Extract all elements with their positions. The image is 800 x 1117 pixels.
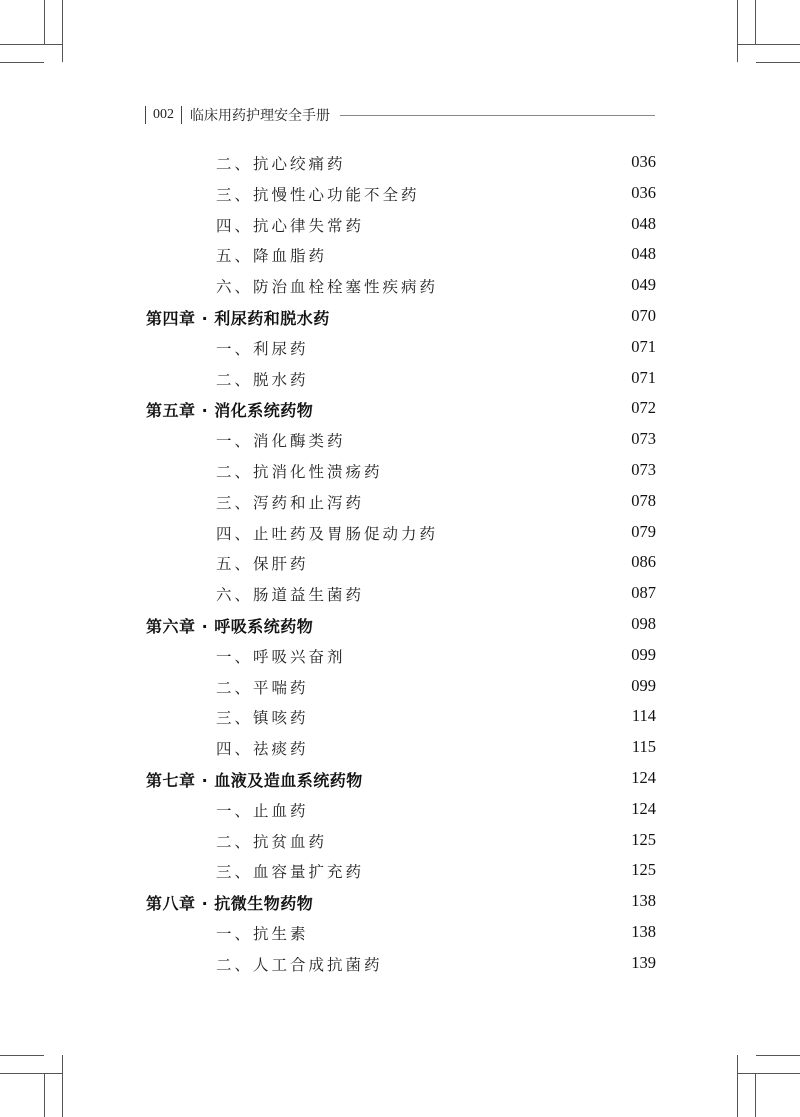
- toc-entry-page-number: 049: [631, 275, 656, 295]
- toc-section-row: [0, 702, 800, 733]
- toc-entry-page-number: 036: [631, 152, 656, 171]
- toc-entry-page-number: 139: [631, 952, 656, 972]
- table-of-contents: [0, 148, 800, 980]
- toc-entry-label: 六、肠道益生菌药: [216, 586, 365, 605]
- crop-mark-top-right-h2: [756, 62, 800, 63]
- toc-entry-label: 二、抗消化性溃疡药: [216, 462, 383, 481]
- toc-section-row: [0, 733, 800, 764]
- toc-entry-label: 四、抗心律失常药: [216, 216, 365, 235]
- toc-section-row: [0, 179, 800, 210]
- crop-mark-bottom-left-h: [0, 1073, 62, 1074]
- toc-entry-page-number: 114: [631, 706, 656, 726]
- header-rule: [340, 115, 655, 116]
- toc-entry-page-number: 072: [631, 398, 656, 418]
- toc-section-row: [0, 672, 800, 703]
- toc-entry-label: 四、止吐药及胃肠促动力药: [216, 524, 439, 543]
- toc-entry-label: 二、脱水药: [216, 370, 309, 389]
- toc-entry-page-number: 071: [631, 367, 656, 387]
- crop-mark-bottom-right-h: [738, 1073, 800, 1074]
- crop-mark-top-left-h: [0, 44, 62, 45]
- toc-section-row: [0, 210, 800, 241]
- toc-entry-label: 一、抗生素: [216, 924, 309, 943]
- toc-entry-label: 第七章 · 血液及造血系统药物: [146, 770, 363, 790]
- toc-entry-page-number: 124: [631, 767, 656, 787]
- toc-section-row: [0, 918, 800, 949]
- crop-mark-bottom-left-v: [62, 1055, 63, 1117]
- toc-section-row: [0, 856, 800, 887]
- crop-mark-top-left-v: [62, 0, 63, 62]
- toc-entry-page-number: 098: [631, 613, 656, 633]
- crop-mark-top-left-v2: [44, 0, 45, 44]
- toc-entry-label: 二、人工合成抗菌药: [216, 955, 383, 974]
- toc-section-row: [0, 425, 800, 456]
- toc-entry-label: 五、降血脂药: [216, 247, 328, 266]
- toc-entry-page-number: 087: [631, 583, 656, 603]
- toc-entry-page-number: 079: [631, 521, 656, 541]
- toc-entry-page-number: 138: [631, 921, 656, 941]
- toc-entry-page-number: 138: [631, 891, 656, 911]
- toc-section-row: [0, 148, 800, 179]
- toc-section-row: [0, 364, 800, 395]
- toc-entry-label: 二、抗心绞痛药: [216, 155, 346, 173]
- toc-entry-page-number: 099: [631, 644, 656, 664]
- book-title: 临床用药护理安全手册: [190, 108, 330, 124]
- toc-entry-page-number: 078: [631, 490, 656, 510]
- toc-section-row: [0, 456, 800, 487]
- toc-entry-label: 二、抗贫血药: [216, 832, 328, 851]
- running-header: [145, 104, 655, 126]
- toc-entry-page-number: 125: [631, 829, 656, 849]
- toc-entry-label: 三、抗慢性心功能不全药: [216, 185, 420, 204]
- crop-mark-top-right-v2: [755, 0, 756, 44]
- toc-chapter-row: [0, 887, 800, 918]
- crop-mark-bottom-left-v2: [44, 1073, 45, 1117]
- toc-chapter-row: [0, 302, 800, 333]
- toc-entry-page-number: 115: [631, 737, 656, 757]
- toc-entry-label: 第六章 · 呼吸系统药物: [146, 616, 314, 636]
- toc-chapter-row: [0, 610, 800, 641]
- toc-entry-label: 六、防治血栓栓塞性疾病药: [216, 278, 439, 297]
- toc-section-row: [0, 518, 800, 549]
- toc-entry-label: 第八章 · 抗微生物药物: [146, 894, 314, 914]
- toc-section-row: [0, 579, 800, 610]
- toc-entry-label: 四、祛痰药: [216, 740, 309, 759]
- toc-section-row: [0, 641, 800, 672]
- crop-mark-bottom-right-v2: [755, 1073, 756, 1117]
- toc-entry-page-number: 099: [631, 675, 656, 695]
- toc-entry-label: 三、镇咳药: [216, 709, 309, 728]
- toc-section-row: [0, 795, 800, 826]
- crop-mark-top-left-h2: [0, 62, 44, 63]
- toc-entry-label: 第五章 · 消化系统药物: [146, 401, 314, 421]
- toc-section-row: [0, 548, 800, 579]
- toc-entry-page-number: 070: [631, 305, 656, 325]
- toc-section-row: [0, 949, 800, 980]
- toc-entry-label: 一、利尿药: [216, 339, 309, 358]
- toc-entry-label: 一、呼吸兴奋剂: [216, 647, 346, 666]
- toc-entry-label: 五、保肝药: [216, 555, 309, 574]
- toc-entry-page-number: 073: [631, 459, 656, 479]
- toc-entry-page-number: 073: [631, 429, 656, 449]
- toc-entry-label: 三、泻药和止泻药: [216, 493, 365, 512]
- toc-section-row: [0, 271, 800, 302]
- toc-entry-page-number: 048: [631, 244, 656, 264]
- toc-entry-page-number: 125: [631, 860, 656, 880]
- toc-entry-label: 一、止血药: [216, 801, 309, 820]
- toc-section-row: [0, 487, 800, 518]
- toc-chapter-row: [0, 394, 800, 425]
- toc-section-row: [0, 240, 800, 271]
- crop-mark-top-right-v: [737, 0, 738, 62]
- crop-mark-bottom-left-h2: [0, 1055, 44, 1056]
- toc-entry-page-number: 086: [631, 552, 656, 572]
- toc-entry-page-number: 048: [631, 213, 656, 233]
- toc-section-row: [0, 826, 800, 857]
- toc-entry-label: 一、消化酶类药: [216, 432, 346, 451]
- crop-mark-bottom-right-v: [737, 1055, 738, 1117]
- toc-entry-label: 第四章 · 利尿药和脱水药: [146, 308, 330, 328]
- toc-entry-label: 二、平喘药: [216, 678, 309, 697]
- toc-entry-page-number: 071: [631, 336, 656, 356]
- toc-section-row: [0, 333, 800, 364]
- page-number: 002: [153, 107, 174, 122]
- toc-entry-page-number: 124: [631, 798, 656, 818]
- toc-entry-label: 三、血容量扩充药: [216, 863, 365, 882]
- crop-mark-top-right-h: [738, 44, 800, 45]
- toc-chapter-row: [0, 764, 800, 795]
- toc-entry-page-number: 036: [631, 182, 656, 202]
- crop-mark-bottom-right-h2: [756, 1055, 800, 1056]
